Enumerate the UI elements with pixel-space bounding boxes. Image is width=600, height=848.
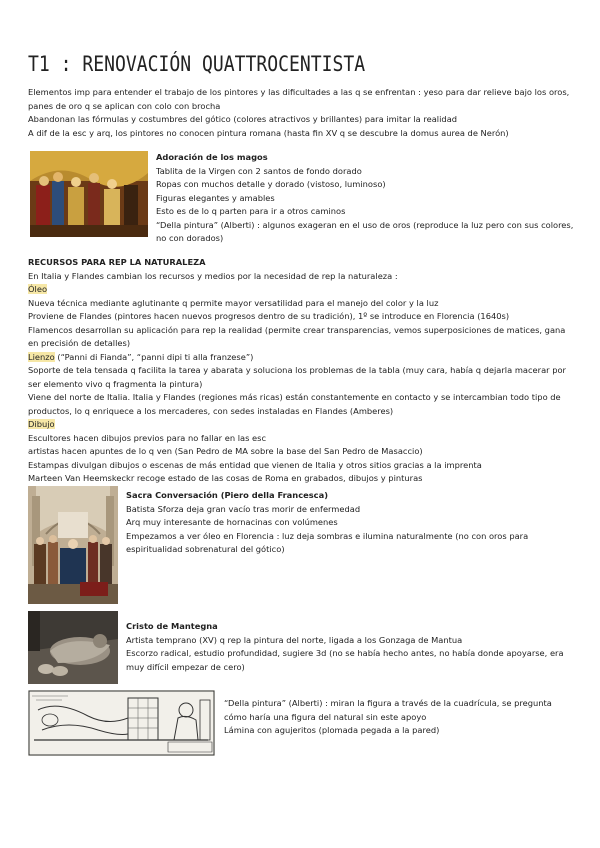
della-line: “Della pintura” (Alberti) : miran la figura a través de la cuadrícula, se pregunta cómo haría una figura del natural sin este apoyo (224, 698, 552, 722)
lienzo-line: Soporte de tela tensada q facilita la tarea y abarata y soluciona los problemas de la tabla (muy cara, había q dejarla macerar por ser elemento vivo q fragmenta la pintura) (28, 365, 566, 389)
sacra-heading: Sacra Conversación (Piero della Francesca) (126, 490, 328, 500)
sacra-line: Empezamos a ver óleo en Florencia : luz deja sombras e ilumina naturalmente (no con oros para espiritualidad sobrenatural del gótico) (126, 530, 529, 554)
adoracion-line: Esto es de lo q parten para ir a otros caminos (156, 206, 346, 216)
adoracion-line: “Della pintura” (Alberti) : algunos exageran en el uso de oros (reproduce la luz pero con sus colores, no con dorados) (156, 219, 574, 243)
cristo-mantegna-painting-image (28, 611, 118, 684)
page-title: T1 : RENOVACIÓN QUATTROCENTISTA (28, 52, 366, 76)
lienzo-line: Viene del norte de Italia. Italia y Flandes (regiones más ricas) están constantemente en contacto y se intercambian todo tipo de productos, lo q enriquece a los mercaderes, con sedes instaladas en Flandes (Amberes) (28, 392, 561, 416)
intro-line: A dif de la esc y arq, los pintores no conocen pintura romana (hasta fin XV q se descubre la domus aurea de Nerón) (28, 127, 509, 138)
recursos-intro: En Italia y Flandes cambian los recursos y medios por la necesidad de rep la naturaleza : (28, 270, 398, 281)
adoracion-section (156, 151, 576, 246)
adoracion-line: Tablita de la Virgen con 2 santos de fondo dorado (156, 165, 362, 176)
cristo-line: Artista temprano (XV) q rep la pintura del norte, ligada a los Gonzaga de Mantua (126, 634, 463, 645)
oleo-label: Óleo (28, 284, 48, 294)
sacra-conversacion-painting-image (28, 486, 118, 604)
dibujo-line: Estampas divulgan dibujos o escenas de más entidad que vienen de Italia y otros sitios gracias a la imprenta (28, 459, 482, 470)
cristo-section (126, 620, 576, 674)
intro-line: Elementos imp para entender el trabajo de los pintores y las dificultades a las q se enfrentan : yeso para dar relieve bajo los oros, panes de oro q se aplican con colo con brocha (28, 87, 570, 111)
cristo-line: Escorzo radical, estudio profundidad, sugiere 3d (no se había hecho antes, no había donde apoyarse, era muy difícil empezar de cero) (126, 648, 564, 672)
oleo-line: Flamencos desarrollan su aplicación para rep la realidad (permite crear transparencias, vemos superposiciones de matices, gana en precisión de detalles) (28, 324, 566, 348)
della-pintura-section (224, 697, 576, 738)
oleo-line: Proviene de Flandes (pintores hacen nuevos progresos dentro de su tradición), 1º se introduce en Florencia (1640s) (28, 311, 510, 321)
sacra-section (126, 489, 576, 557)
dibujo-label: Dibujo (28, 419, 55, 429)
della-pintura-engraving-image (28, 690, 215, 756)
intro-section (28, 86, 576, 140)
sacra-line: Batista Sforza deja gran vacío tras morir de enfermedad (126, 503, 361, 514)
recursos-heading: RECURSOS PARA REP LA NATURALEZA (28, 257, 206, 267)
oleo-line: Nueva técnica mediante aglutinante q permite mayor versatilidad para el manejo del color y la luz (28, 297, 439, 308)
recursos-section (28, 256, 576, 486)
lienzo-label-rest: (“Panni di Fianda”, “panni dipi ti alla franzese”) (54, 351, 254, 362)
adoracion-line: Ropas con muchos detalle y dorado (vistoso, luminoso) (156, 179, 386, 189)
adoracion-heading: Adoración de los magos (156, 152, 268, 162)
della-line: Lámina con agujeritos (plomada pegada a la pared) (224, 725, 440, 735)
dibujo-line: Marteen Van Heemskeckr recoge estado de las cosas de Roma en grabados, dibujos y pinturas (28, 473, 423, 483)
sacra-line: Arq muy interesante de hornacinas con volúmenes (126, 517, 338, 527)
dibujo-line: Escultores hacen dibujos previos para no fallar en las esc (28, 432, 267, 443)
dibujo-line: artistas hacen apuntes de lo q ven (San Pedro de MA sobre la base del San Pedro de Masaccio) (28, 446, 423, 456)
cristo-heading: Cristo de Mantegna (126, 621, 218, 631)
adoracion-painting-image (30, 151, 148, 237)
lienzo-label: Lienzo (28, 351, 55, 362)
intro-line: Abandonan las fórmulas y costumbres del gótico (colores atractivos y brillantes) para imitar la realidad (28, 114, 458, 124)
adoracion-line: Figuras elegantes y amables (156, 192, 275, 203)
